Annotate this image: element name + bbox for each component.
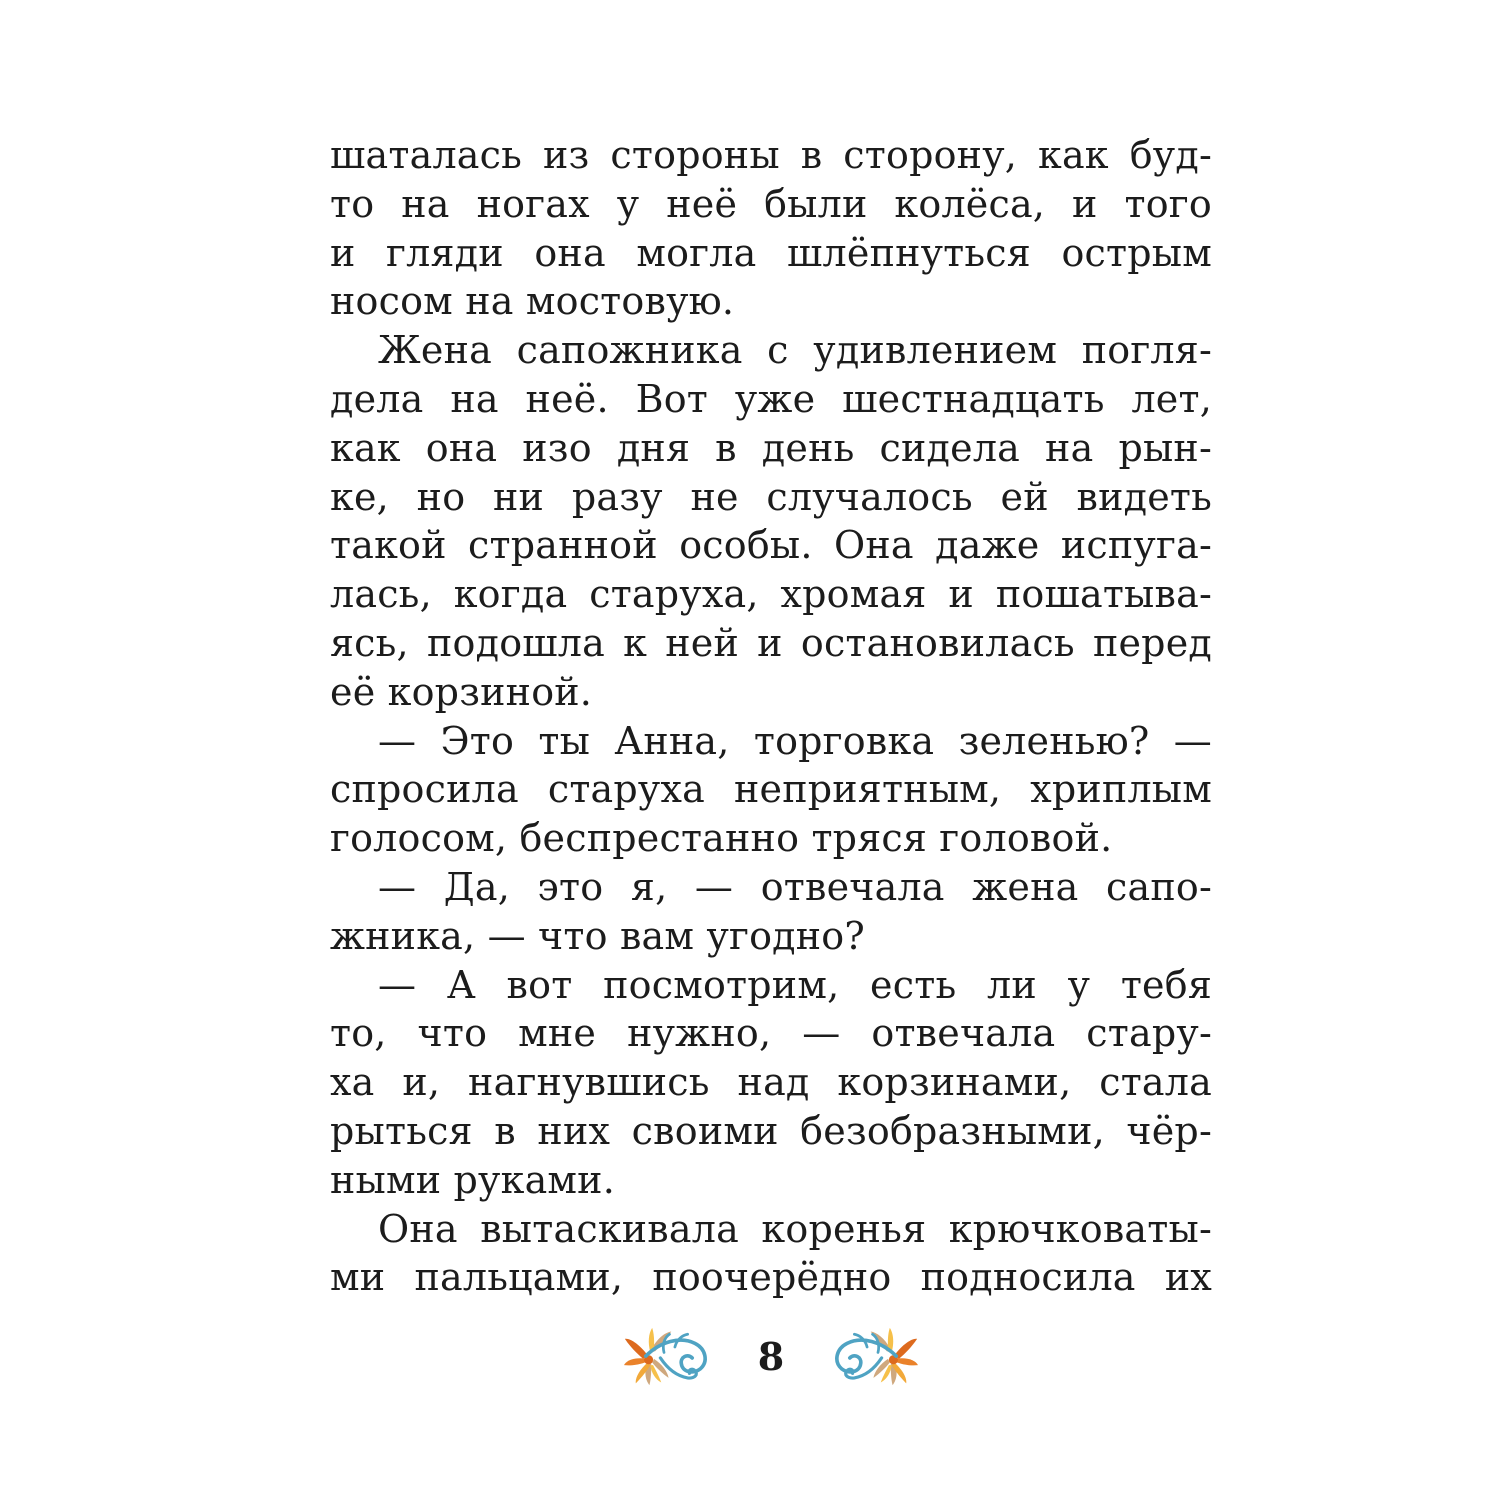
- text-line: её корзиной.: [330, 669, 593, 714]
- text-line: то на ногах у неё были колёса, и того: [330, 181, 1212, 226]
- floral-flourish-right-icon: [818, 1325, 918, 1389]
- text-line: шаталась из стороны в сторону, как буд-: [330, 133, 1212, 177]
- text-line: — А вот посмотрим, есть ли у тебя: [378, 962, 1212, 1007]
- text-line: — Это ты Анна, торговка зеленью? —: [378, 718, 1212, 763]
- text-line: ке, но ни разу не случалось ей видеть: [330, 474, 1212, 519]
- text-line: как она изо дня в день сидела на рын-: [330, 425, 1212, 470]
- floral-flourish-left-icon: [624, 1325, 724, 1389]
- text-line: такой странной особы. Она даже испуга-: [330, 523, 1212, 568]
- text-line: ха и, нагнувшись над корзинами, стала: [330, 1060, 1212, 1105]
- text-block: [330, 131, 1212, 1302]
- text-line: носом на мостовую.: [330, 279, 735, 324]
- text-line: то, что мне нужно, — отвечала стару-: [330, 1011, 1212, 1056]
- text-line: лась, когда старуха, хромая и пошатыва-: [330, 572, 1212, 617]
- text-line: — Да, это я, — отвечала жена сапо-: [378, 864, 1212, 909]
- text-line: Она вытаскивала коренья крючковаты-: [378, 1206, 1212, 1251]
- text-line: дела на неё. Вот уже шестнадцать лет,: [330, 376, 1212, 421]
- text-line: ными руками.: [330, 1157, 615, 1202]
- text-line: и гляди она могла шлёпнуться острым: [330, 230, 1212, 275]
- text-line: Жена сапожника с удивлением погля-: [378, 328, 1212, 373]
- text-line: ми пальцами, поочерёдно подносила их: [330, 1255, 1212, 1300]
- text-line: ясь, подошла к ней и остановилась перед: [330, 620, 1212, 665]
- page-number: 8: [757, 1334, 785, 1379]
- page-footer: [330, 1322, 1212, 1392]
- text-line: спросила старуха неприятным, хриплым: [330, 767, 1212, 812]
- text-line: жника, — что вам угодно?: [330, 913, 865, 958]
- text-line: голосом, беспрестанно тряся головой.: [330, 816, 1113, 861]
- text-line: рыться в них своими безобразными, чёр-: [330, 1108, 1212, 1153]
